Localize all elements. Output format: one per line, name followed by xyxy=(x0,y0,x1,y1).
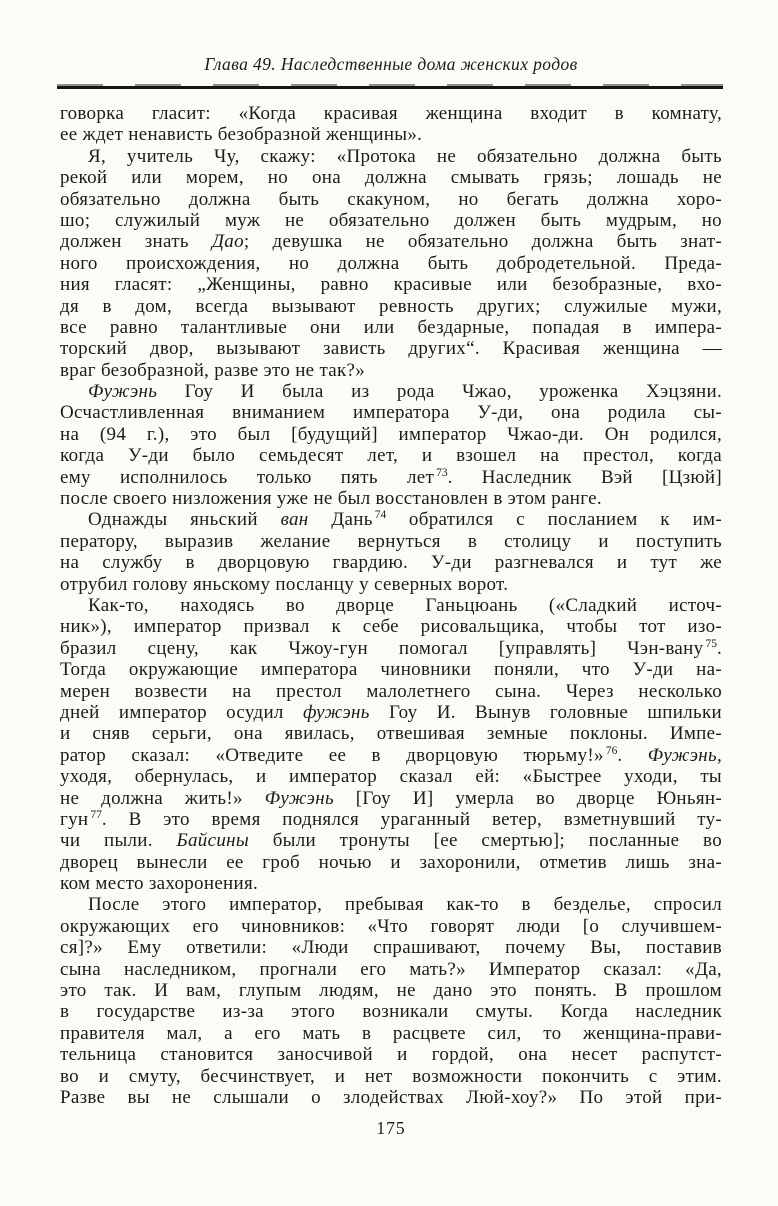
text-run: ком место захоронения. xyxy=(60,873,259,895)
text-run: ратор сказал: «Отведите ее в дворцовую тюрьму!» xyxy=(60,744,604,766)
text-run: это так. И вам, глупым людям, не дано это понять. В прошлом xyxy=(60,980,722,1002)
text-line xyxy=(60,766,722,787)
footnote-ref: 74 xyxy=(374,509,387,522)
text-line xyxy=(60,231,722,252)
text-run: ния гласят: „Женщины, равно красивые или безобразные, вхо- xyxy=(60,274,722,296)
text-run: мерен возвести на престол малолетнего сына. Через несколько xyxy=(60,680,722,702)
text-line xyxy=(60,873,722,894)
page-number: 175 xyxy=(376,1118,406,1138)
text-line xyxy=(60,381,722,402)
text-line xyxy=(60,809,722,830)
text-line xyxy=(60,595,722,616)
text-run: были тронуты [ее смертью]; посланные во xyxy=(249,830,722,852)
text-run: бразил сцену, как Чжоу-гун помогал [управлять] Чэн-вану xyxy=(60,637,704,659)
text-line xyxy=(60,574,722,595)
text-run: . xyxy=(617,744,648,766)
text-line xyxy=(60,723,722,744)
text-line xyxy=(60,702,722,723)
text-line xyxy=(60,1066,722,1087)
text-run: отрубил голову яньскому посланцу у северных ворот. xyxy=(60,573,509,595)
text-line xyxy=(60,1001,722,1022)
text-run: тельница становится заносчивой и гордой, она несет распутст- xyxy=(60,1044,722,1066)
text-line xyxy=(60,488,722,509)
footnote-ref: 76 xyxy=(605,744,618,757)
text-line xyxy=(60,531,722,552)
text-line xyxy=(60,146,722,167)
text-line xyxy=(60,103,722,124)
text-run: дворец вынесли ее гроб ночью и захоронили, отметив лишь зна- xyxy=(60,851,722,873)
text-run: все равно талантливые они или бездарные, попадая в импера- xyxy=(60,316,722,338)
text-run: ее ждет ненависть безобразной женщины». xyxy=(60,124,423,146)
text-run: не должна жить!» xyxy=(60,787,265,809)
text-run: Гоу И была из рода Чжао, уроженка Хэцзяни. xyxy=(157,381,722,403)
text-run: окружающих его чиновников: «Что говорят люди [о случившем- xyxy=(60,915,722,937)
text-line xyxy=(60,745,722,766)
text-line xyxy=(60,1087,722,1108)
text-run: ник»), император призвал к себе рисовальщика, чтобы тот изо- xyxy=(60,616,722,638)
text-line xyxy=(60,937,722,958)
text-line xyxy=(60,980,722,1001)
text-run: должен знать xyxy=(60,231,212,253)
text-line xyxy=(60,552,722,573)
text-run: . xyxy=(716,637,722,659)
text-run: чи пыли. xyxy=(60,830,177,852)
text-run: Фужэнь, xyxy=(647,744,722,766)
text-run: дя в дом, всегда вызывают ревность других; служилые мужи, xyxy=(60,295,722,317)
text-run: уходя, обернулась, и император сказал ей: «Быстрее уходи, ты xyxy=(60,766,722,788)
text-run: на службу в дворцовую гвардию. У-ди разгневался и тут же xyxy=(60,552,722,574)
text-line xyxy=(60,916,722,937)
text-run: Гоу И. Вынув головные шпильки xyxy=(369,701,722,723)
text-run: ван xyxy=(280,509,309,531)
text-run: дней император осудил xyxy=(60,701,303,723)
text-run: враг безобразной, разве это не так?» xyxy=(60,359,366,381)
text-line xyxy=(60,274,722,295)
text-line xyxy=(60,402,722,423)
text-run: ему исполнилось только пять лет xyxy=(60,466,435,488)
text-line xyxy=(60,830,722,851)
text-run: ператору, выразив желание вернуться в столицу и поступить xyxy=(60,530,722,552)
text-run: и сняв серьги, она явилась, отвешивая земные поклоны. Импе- xyxy=(60,723,722,745)
text-line xyxy=(60,360,722,381)
text-run: ; девушка не обязательно должна быть знат- xyxy=(243,231,722,253)
text-run: Разве вы не слышали о злодействах Люй-хоу?» По этой при- xyxy=(60,1086,722,1108)
header-rule xyxy=(57,84,723,89)
text-line xyxy=(60,894,722,915)
text-line xyxy=(60,959,722,980)
footnote-ref: 77 xyxy=(90,808,102,821)
text-line xyxy=(60,424,722,445)
text-run: Тогда окружающие императора чиновники поняли, что У-ди на- xyxy=(60,659,722,681)
text-run: Как-то, находясь во дворце Ганьцюань («Сладкий источ- xyxy=(88,594,722,616)
text-line xyxy=(60,296,722,317)
text-line xyxy=(60,210,722,231)
text-run: обратился с посланием к им- xyxy=(386,509,722,531)
text-run: Дань xyxy=(308,509,373,531)
text-line xyxy=(60,681,722,702)
text-run: рекой или морем, но она должна смывать грязь; лошадь не xyxy=(60,167,722,189)
text-line xyxy=(60,1023,722,1044)
text-run: во и смуту, бесчинствует, и нет возможности покончить с этим. xyxy=(60,1065,722,1087)
text-run: в государстве из-за этого возникали смуты. Когда наследник xyxy=(60,1001,722,1023)
text-line xyxy=(60,467,722,488)
text-line xyxy=(60,616,722,637)
text-line xyxy=(60,124,722,145)
text-line xyxy=(60,1044,722,1065)
text-line xyxy=(60,659,722,680)
text-line xyxy=(60,509,722,530)
header-rule-thick xyxy=(57,86,723,89)
text-run: после своего низложения уже не был восстановлен в этом ранге. xyxy=(60,488,602,510)
text-run: говорка гласит: «Когда красивая женщина входит в комнату, xyxy=(60,103,722,124)
text-line xyxy=(60,852,722,873)
running-head: Глава 49. Наследственные дома женских родов xyxy=(204,54,578,74)
text-run: . В это время поднялся ураганный ветер, взметнувший ту- xyxy=(101,808,722,830)
text-run: правителя мал, а его мать в расцвете сил, то женщина-прави- xyxy=(60,1022,722,1044)
text-line xyxy=(60,338,722,359)
text-run: торский двор, вызывают зависть других“. Красивая женщина — xyxy=(60,338,722,360)
footnote-ref: 73 xyxy=(436,466,448,479)
text-line xyxy=(60,189,722,210)
footnote-ref: 75 xyxy=(705,637,717,650)
text-run: гун xyxy=(60,808,89,830)
text-run: Дао xyxy=(211,231,244,253)
text-run: на (94 г.), это был [будущий] император Чжао-ди. Он родился, xyxy=(60,423,722,445)
text-line xyxy=(60,638,722,659)
text-line xyxy=(60,167,722,188)
text-run: сына наследником, прогнали его мать?» Император сказал: «Да, xyxy=(60,958,722,980)
text-run: фужэнь xyxy=(302,701,370,723)
text-run: ся]?» Ему ответили: «Люди спрашивают, почему Вы, поставив xyxy=(60,937,722,959)
text-run: Фужэнь xyxy=(88,381,158,403)
text-line xyxy=(60,788,722,809)
text-run: Однажды яньский xyxy=(88,509,281,531)
text-run: Фужэнь xyxy=(264,787,334,809)
text-run: После этого император, пребывая как-то в безделье, спросил xyxy=(88,894,722,916)
text-run: Осчастливленная вниманием императора У-ди, она родила сы- xyxy=(60,402,722,424)
text-run: когда У-ди было семьдесят лет, и взошел на престол, когда xyxy=(60,445,722,467)
text-run: Я, учитель Чу, скажу: «Протока не обязательно должна быть xyxy=(88,145,722,167)
text-run: [Гоу И] умерла во дворце Юньян- xyxy=(333,787,723,809)
text-run: обязательно должна быть скакуном, но бегать должна хоро- xyxy=(60,188,722,210)
text-run: ного происхождения, но должна быть добродетельной. Преда- xyxy=(60,252,722,274)
text-line xyxy=(60,445,722,466)
body-text xyxy=(60,103,722,1108)
text-line xyxy=(60,317,722,338)
text-run: Байсины xyxy=(176,830,250,852)
text-run: шо; служилый муж не обязательно должен быть мудрым, но xyxy=(60,209,722,231)
text-run: . Наследник Вэй [Цзюй] xyxy=(447,466,722,488)
text-line xyxy=(60,253,722,274)
